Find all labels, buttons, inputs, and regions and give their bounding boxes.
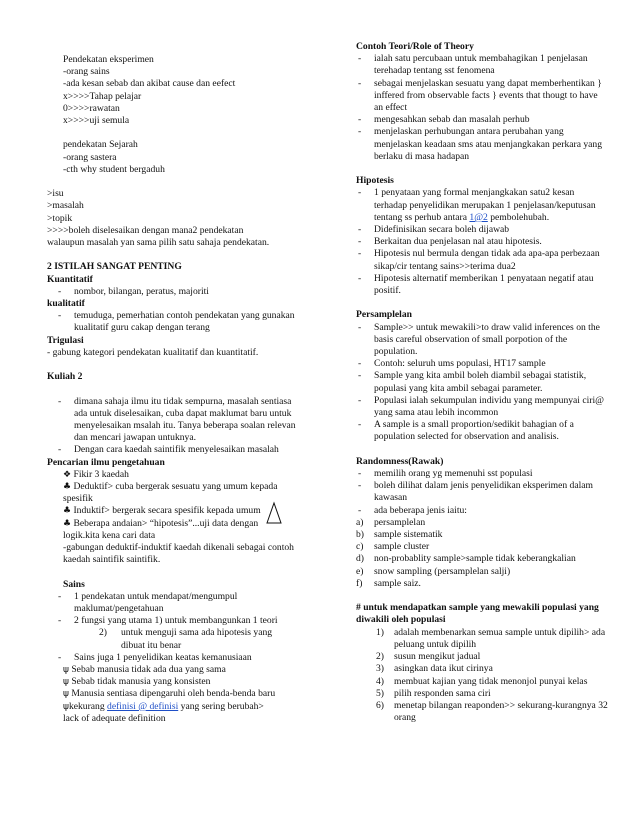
list-item: f) sample saiz. (356, 577, 421, 589)
diamond-bullet-icon: ❖ (63, 469, 72, 480)
text-line: >topik (47, 212, 73, 224)
text-line: walaupun masalah yan sama pilih satu sahaja pendekatan. (47, 237, 270, 249)
list-item: ♣ Deduktif> cuba bergerak sesuatu yang umum kepada spesifik (63, 481, 278, 505)
list-item: c) sample cluster (356, 541, 430, 553)
text-line: - gabung kategori pendekatan kualitatif dan kuantitatif. (47, 346, 259, 358)
list-item: - ada beberapa jenis iaitu: (358, 504, 467, 516)
section-heading: # untuk mendapatkan sample yang mewakili populasi yang diwakili oleh populasi (356, 602, 599, 626)
persamplelan-block (356, 309, 608, 443)
pencarian-block: Pencarian ilmu pengetahuan ❖ Fikir 3 kaedah ♣ Deduktif> cuba bergerak sesuatu yang umum kepada spesifik ♣ Induktif> bergerak secara spesifik kepada umum ♣ Beberapa andaian> “hipotesis”...uji data dengan logik.kita kena cari data -gabungan deduktif-induktif kaedah dikenali sebagai contoh kaedah saintifik saintifik. (47, 457, 297, 567)
list-item: - temuduga, pemerhatian contoh pendekatan yang gunakan kualitatif guru cakap dengan terang (58, 310, 295, 334)
hipotesis-link[interactable]: 1@2 (469, 211, 488, 223)
list-item: - Hipotesis alternatif memberikan 1 penyataan negatif atau positif. (358, 272, 594, 297)
list-item: - menjelaskan perhubungan antara perubahan yang menjelaskan keadaan sms atau menjangkakan perkara yang berlaku di masa hadapan (358, 126, 603, 162)
term-heading: Trigulasi (47, 334, 84, 346)
list-item: - ialah satu percubaan untuk membahagikan 1 penjelasan terehadap tentang sst fenomena (358, 53, 588, 77)
hipotesis-block (356, 175, 608, 297)
list-item: b) sample sistematik (356, 529, 443, 541)
randomness-block (356, 456, 608, 590)
pendekatan-sejarah-block (47, 139, 297, 176)
list-item: 2) susun mengikut jadual (376, 651, 481, 663)
text-line: >masalah (47, 200, 84, 212)
list-item: - memilih orang yg memenuhi sst populasi (358, 468, 533, 480)
section-heading: 2 ISTILAH SANGAT PENTING (47, 261, 182, 273)
list-item: - dimana sahaja ilmu itu tidak sempurna, masalah sentiasa ada untuk diselesaikan, cuba dapat maklumat baru untuk menyelesaikan msalah itu. Tanya beberapa soalan relevan dan mencari jawapan untuknya. (58, 395, 296, 444)
list-item: ♣ Induktif> bergerak secara spesifik kepada umum (47, 505, 297, 517)
kuliah-block (47, 371, 297, 456)
term-heading: Kuantitatif (47, 273, 93, 285)
text-line: x>>>>Tahap pelajar (63, 90, 142, 102)
list-item: 2) untuk menguji sama ada hipotesis yang dibuat itu benar (99, 627, 273, 651)
text-line: Pendekatan eksperimen (63, 54, 154, 65)
list-item: - Populasi ialah sekumpulan individu yang mempunyai ciri@ yang sama atau lebih incommon (358, 394, 604, 419)
list-item: - Sample yang kita ambil boleh diambil sebagai statistik, populasi yang kita ambil sebagai parameter. (358, 370, 587, 394)
text-line: lack of adequate definition (63, 712, 166, 724)
list-item: - Didefinisikan secara boleh dijawab (358, 224, 510, 236)
term-heading: kualitatif (47, 298, 85, 310)
list-item: - 1 pendekatan untuk mendapat/mengumpul maklumat/pengetahuan (58, 590, 238, 615)
list-item: - Sample>> untuk mewakili>to draw valid inferences on the basis careful observation of small porpotion of the population. (358, 321, 600, 358)
list-item: - 2 fungsi yang utama 1) untuk membangunkan 1 teori (58, 615, 278, 627)
sains-block: Sains - 1 pendekatan untuk mendapat/mengumpul maklumat/pengetahuan - 2 fungsi yang utama 1) untuk membangunkan 1 teori 2) untuk menguji sama ada hipotesis yang dibuat itu benar - Sains juga 1 penyelidikan keatas kemanusiaan ψ Sebab manusia tidak ada dua yang sama ψ Sebab tidak manusia yang konsisten ψ Manusia sentiasa dipengaruhi oleh benda-benda baru ψkekurang definisi @ definisi yang sering berubah> lack of adequate definition (47, 579, 297, 725)
section-heading: Pencarian ilmu pengetahuan (47, 456, 165, 468)
psi-bullet-icon: ψ (63, 665, 69, 676)
text-line: 0>>>>rawatan (63, 102, 120, 114)
psi-bullet-icon: ψ (63, 701, 69, 712)
section-heading: Sains (63, 578, 85, 590)
list-item: - mengesahkan sebab dan masalah perhub (358, 114, 530, 126)
text-line: >>>>boleh diselesaikan dengan mana2 pendekatan (47, 224, 244, 236)
text-line: -ada kesan sebab dan akibat cause dan eefect (63, 78, 236, 90)
text-line: pendekatan Sejarah (63, 139, 138, 151)
list-item: - Dengan cara kaedah saintifik menyelesaikan masalah (58, 444, 279, 456)
left-column (47, 54, 297, 725)
list-item: - sebagai menjelaskan sesuatu yang dapat memberhentikan } inffered from observable facts } events that thougt to have an effect (358, 77, 602, 114)
text-line: -cth why student bergaduh (63, 163, 165, 175)
untuk-block (356, 602, 608, 724)
text-line: x>>>>uji semula (63, 115, 130, 127)
list-item: e) snow sampling (persamplelan salji) (356, 565, 511, 577)
section-heading: Randomness(Rawak) (356, 455, 444, 467)
list-item: - Contoh: seluruh ums populasi, HT17 sample (358, 358, 546, 370)
club-bullet-icon: ♣ (63, 506, 72, 517)
pendekatan-eksperimen-block (47, 54, 297, 127)
psi-bullet-icon: ψ (63, 677, 69, 688)
section-heading: Contoh Teori/Role of Theory (356, 41, 474, 52)
list-item: 3) asingkan data ikut cirinya (376, 663, 493, 675)
list-item: 4) membuat kajian yang tidak menonjol punyai kelas (376, 675, 588, 687)
text-line: -gabungan deduktif-induktif kaedah dikenali sebagai contoh kaedah saintifik saintifik. (63, 542, 294, 566)
list-item: 6) menetap bilangan reaponden>> sekurang-kurangnya 32 orang (376, 699, 608, 724)
club-bullet-icon: ♣ (63, 482, 72, 493)
list-item: - Hipotesis nul bermula dengan tidak ada apa-apa perbezaan sikap/cir tentang sains>>terima dua2 (358, 248, 600, 272)
list-item: - 1 penyataan yang formal menjangkakan satu2 kesan terhadap penyelidikan merupakan 1 penjelasan/keputusan tentang ss perhub antara 1@2 pembolehubah. (358, 187, 596, 223)
isu-block (47, 188, 297, 249)
list-item: - Berkaitan dua penjelasan nal atau hipotesis. (358, 236, 542, 248)
istilah-block (47, 261, 297, 359)
list-item: d) non-probablity sample>sample tidak keberangkalian (356, 553, 576, 565)
list-item: - A sample is a small proportion/sedikit bahagian of a population selected for observation and analisis. (358, 419, 574, 443)
text-line: -orang sastera (63, 151, 117, 163)
text-line: >isu (47, 188, 64, 200)
definisi-link[interactable]: definisi @ definisi (107, 700, 179, 712)
triangle-drawing-icon (265, 501, 283, 525)
contoh-block (356, 41, 608, 163)
section-heading: Hipotesis (356, 175, 394, 187)
list-item: - boleh dilihat dalam jenis penyelidikan eksperimen dalam kawasan (358, 480, 593, 504)
list-item: 5) pilih responden sama ciri (376, 687, 491, 699)
club-bullet-icon: ♣ (63, 518, 72, 529)
text-line: -orang sains (63, 66, 110, 78)
list-item: ♣ Beberapa andaian> “hipotesis”...uji data dengan logik.kita kena cari data (63, 517, 259, 541)
section-heading: Kuliah 2 (47, 371, 83, 383)
right-column (356, 41, 608, 724)
list-item: 1) adalah membenarkan semua sample untuk dipilih> ada peluang untuk dipilih (376, 626, 606, 650)
psi-bullet-icon: ψ (63, 689, 69, 700)
list-item: - nombor, bilangan, peratus, majoriti (58, 285, 209, 297)
list-item: a) persamplelan (356, 516, 426, 528)
list-item: - Sains juga 1 penyelidikan keatas kemanusiaan (58, 651, 252, 663)
section-heading: Persamplelan (356, 309, 412, 321)
